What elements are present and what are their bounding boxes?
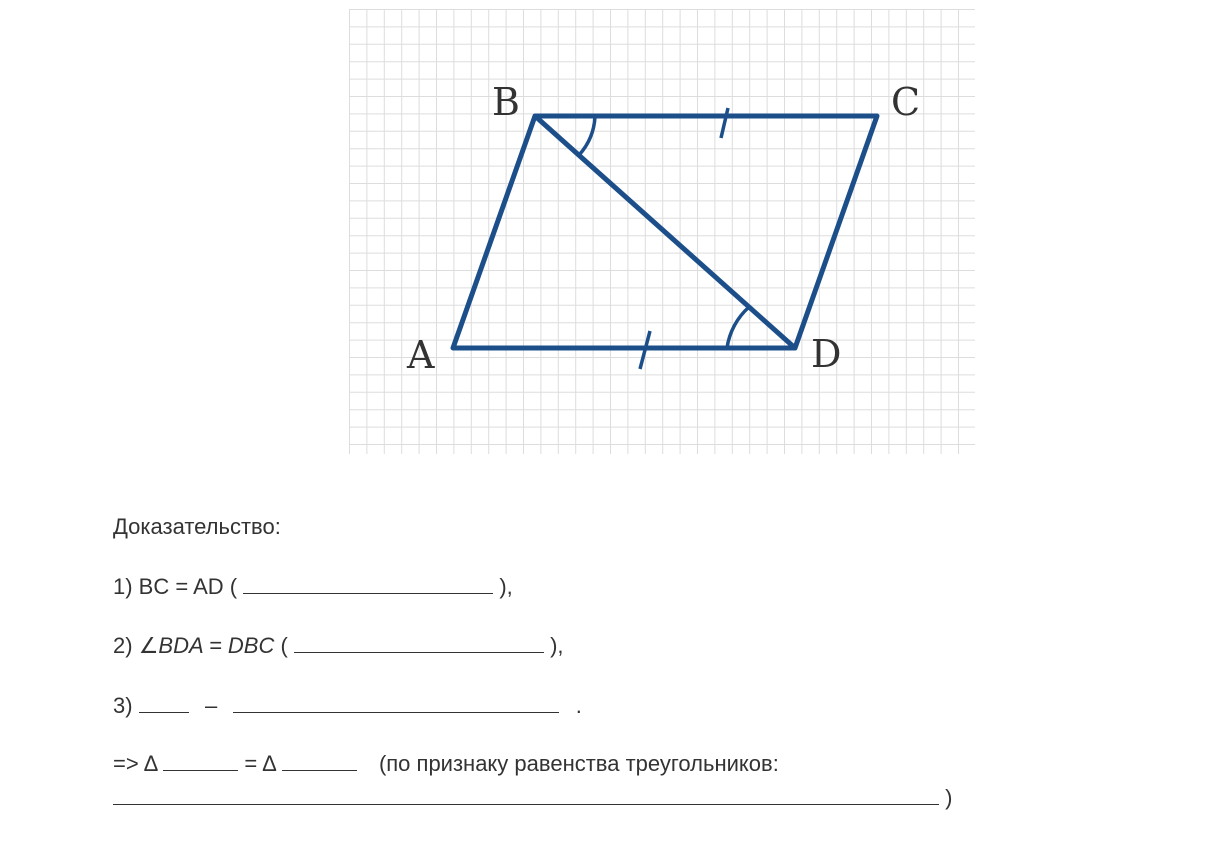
step-3-dash: – bbox=[204, 693, 218, 718]
step-2-number: 2) bbox=[113, 633, 133, 658]
step-3-number: 3) bbox=[113, 693, 133, 718]
criterion-blank[interactable] bbox=[113, 782, 939, 805]
vertex-label-d: D bbox=[811, 332, 842, 376]
step-1-blank[interactable] bbox=[243, 571, 493, 594]
triangle-2-blank[interactable] bbox=[282, 748, 357, 771]
conclusion-arrow: => Δ bbox=[113, 751, 158, 776]
parallelogram-figure bbox=[349, 9, 975, 454]
step-1-prefix: 1) BC = AD ( bbox=[113, 574, 238, 599]
step-1-suffix: ), bbox=[499, 574, 513, 599]
proof-criterion-line bbox=[113, 782, 952, 811]
triangle-1-blank[interactable] bbox=[163, 748, 238, 771]
proof-step-2 bbox=[113, 630, 564, 659]
proof-step-3 bbox=[113, 690, 582, 719]
step-3-blank-long[interactable] bbox=[233, 690, 559, 713]
step-2-blank[interactable] bbox=[294, 630, 544, 653]
step-2-open: ( bbox=[280, 633, 288, 658]
step-3-dot: . bbox=[575, 693, 582, 718]
step-2-suffix: ), bbox=[550, 633, 564, 658]
conclusion-eq: = Δ bbox=[244, 751, 276, 776]
step-3-blank-short[interactable] bbox=[139, 690, 189, 713]
conclusion-tail: (по признаку равенства треугольников: bbox=[378, 751, 779, 776]
step-2-angle: ∠BDA = DBC bbox=[138, 633, 275, 658]
vertex-label-c: C bbox=[891, 80, 921, 124]
proof-title: Доказательство: bbox=[113, 514, 281, 539]
proof-conclusion bbox=[113, 748, 779, 777]
proof-step-1 bbox=[113, 571, 513, 600]
vertex-label-a: A bbox=[407, 333, 435, 377]
vertex-label-b: B bbox=[492, 80, 520, 124]
criterion-close: ) bbox=[945, 785, 953, 810]
